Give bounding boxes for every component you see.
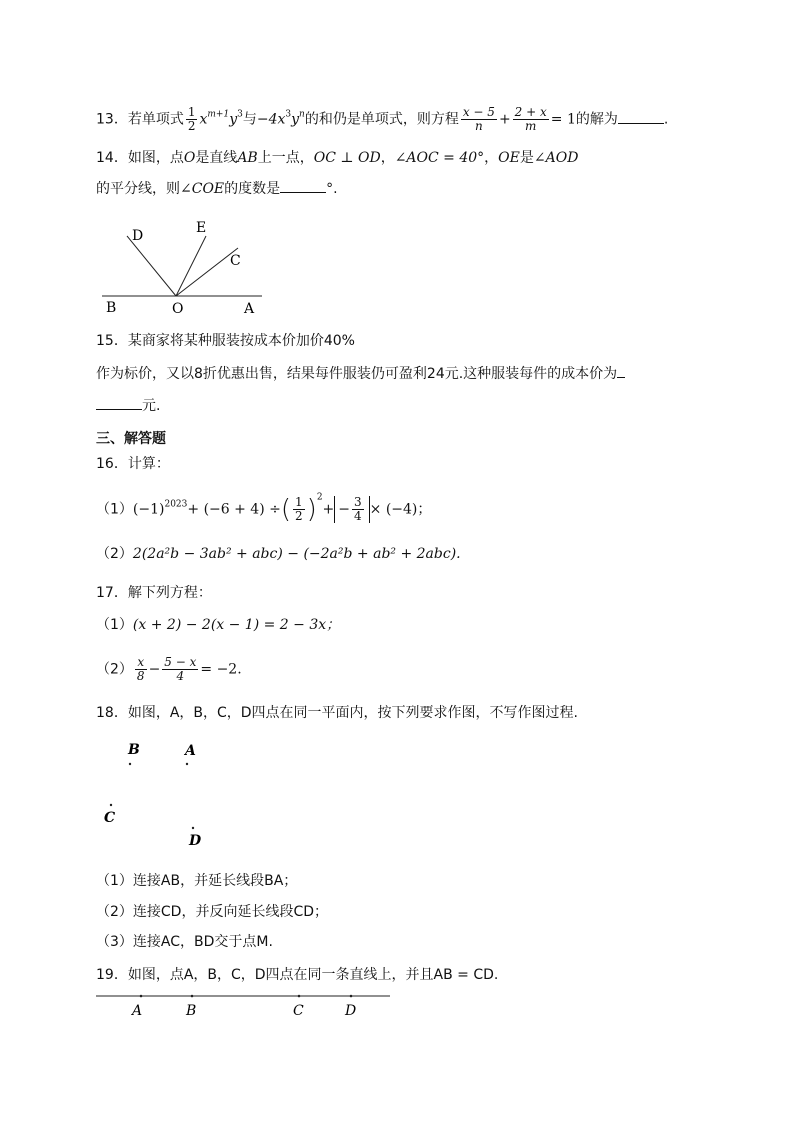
q17-part-2 — [96, 656, 242, 683]
q16-term: × (−4)； — [369, 501, 432, 518]
q16-term: + (−6 + 4) ÷ — [187, 501, 281, 518]
q13-number: 13． — [96, 111, 128, 128]
label-a: A — [185, 743, 196, 759]
q15-text: 作为标价，又以8折优惠出售，结果每件服装仍可盈利24元.这种服装每件的成本价为 — [96, 366, 618, 382]
q13-plus: + — [498, 111, 511, 128]
q13-eq-fraction-1: $\frac{x - 5}{n}$ — [462, 105, 495, 133]
q14-perp: OC ⊥ OD — [313, 150, 381, 166]
q16-abs-value: − $\frac{3}{4}$ — [334, 496, 369, 523]
q14-line-2 — [96, 178, 338, 199]
q16-exp: 2023 — [164, 499, 188, 510]
label-c: C — [104, 810, 116, 826]
q13-exp: 3 — [237, 109, 243, 120]
q16-term: (−1) — [132, 501, 165, 518]
q14-text: 是 — [519, 150, 534, 166]
q17-part-1 — [96, 615, 340, 635]
q14-ray: OE — [498, 150, 520, 166]
point-a — [186, 763, 188, 765]
label-c: C — [230, 253, 241, 269]
q13-answer-blank[interactable] — [618, 109, 664, 124]
q17-minus: − — [148, 661, 161, 678]
q14-angle: ∠AOC = 40° — [394, 150, 485, 166]
label-a: A — [132, 1003, 143, 1019]
q13-exp: n — [299, 109, 305, 120]
q16-label: （1） — [96, 501, 133, 518]
q14-angle-figure — [96, 212, 266, 320]
q13-text: 的解为 — [575, 111, 618, 128]
q13-equals: = 1 — [550, 111, 576, 128]
q19-line-figure — [96, 990, 396, 1024]
label-b: B — [106, 300, 117, 316]
q17-label: （1） — [96, 617, 133, 633]
q16-title: 16．计算： — [96, 456, 170, 472]
q13-exp: m+1 — [207, 109, 230, 120]
label-o: O — [172, 301, 184, 317]
q17-title: 17．解下列方程： — [96, 585, 212, 601]
q13-term: −4x — [256, 111, 286, 128]
ray-od — [127, 236, 176, 296]
q13-text: 的和仍是单项式，则方程 — [304, 111, 459, 128]
q18-points-figure — [96, 736, 236, 856]
q13-end: . — [663, 111, 669, 128]
q14-answer-blank[interactable] — [280, 178, 326, 193]
q14-text: 是直线 — [195, 150, 238, 166]
q15-line-2 — [96, 363, 625, 384]
q18-text: 18．如图，A，B，C，D四点在同一平面内，按下列要求作图，不写作图过程. — [96, 705, 579, 721]
q15-line-3 — [96, 395, 160, 416]
label-e: E — [196, 220, 207, 236]
label-b: B — [186, 1003, 197, 1019]
label-d: D — [132, 228, 144, 244]
q14-angle: ∠AOD — [533, 150, 579, 166]
q16-plus: + — [322, 501, 335, 518]
q13-var: y — [229, 111, 238, 128]
point-c — [110, 804, 112, 806]
q13-coef-fraction: $\frac{1}{2}$ — [187, 105, 196, 133]
q18-part-2: （2）连接CD，并反向延长线段CD； — [96, 904, 329, 920]
point-d — [350, 995, 353, 998]
ray-oe — [176, 236, 206, 296]
q14-text: °. — [326, 181, 338, 197]
label-d: D — [345, 1003, 357, 1019]
point-b — [129, 763, 131, 765]
q16-part-1 — [96, 492, 432, 525]
q19-text: 19．如图，点A，B，C，D四点在同一条直线上，并且AB = CD. — [96, 967, 499, 983]
q13-text: 与 — [242, 111, 257, 128]
q17-fraction-2: $\frac{5 - x}{4}$ — [164, 655, 197, 683]
label-a: A — [244, 301, 255, 317]
q13-exp: 3 — [285, 109, 292, 120]
point-d — [192, 827, 194, 829]
q14-line-name: AB — [237, 150, 258, 166]
q15-answer-blank[interactable] — [96, 395, 142, 410]
q14-line-1 — [96, 148, 578, 168]
q14-text: 上一点， — [257, 150, 314, 166]
label-d: D — [189, 833, 202, 849]
q17-fraction-1: $\frac{x}{8}$ — [136, 655, 145, 683]
q14-text: ， — [380, 150, 395, 166]
label-c: C — [293, 1003, 304, 1019]
q18-part-1: （1）连接AB，并延长线段BA； — [96, 873, 298, 889]
q16-label: （2） — [96, 546, 133, 562]
q15-text: 元. — [142, 398, 161, 414]
q14-text: ， — [484, 150, 499, 166]
q18-part-3: （3）连接AC，BD交于点M. — [96, 934, 273, 950]
q13-text: 若单项式 — [127, 111, 184, 128]
point-c — [298, 995, 301, 998]
q16-fraction: $\frac{1}{2}$ — [295, 495, 303, 523]
q16-expression: 2(2a²b − 3ab² + abc) − (−2a²b + ab² + 2abc). — [132, 546, 461, 562]
label-b: B — [128, 742, 140, 758]
q14-text: 如图，点 — [127, 150, 184, 166]
point-a — [140, 995, 143, 998]
q14-number: 14． — [96, 150, 128, 166]
q13-line — [96, 106, 668, 133]
point-b — [191, 995, 194, 998]
q14-point: O — [183, 150, 196, 166]
q17-expression: (x + 2) − 2(x − 1) = 2 − 3x； — [132, 617, 341, 633]
paren: ( — [280, 494, 292, 525]
q17-label: （2） — [96, 661, 133, 678]
q16-exp: 2 — [316, 492, 323, 503]
q15-answer-blank-start[interactable] — [617, 363, 625, 378]
q14-text: 的度数是 — [224, 181, 281, 197]
q13-var: y — [291, 111, 300, 128]
section-heading: 三、解答题 — [96, 431, 166, 447]
ray-oc — [176, 248, 238, 296]
q17-rhs: = −2. — [200, 661, 242, 678]
paren: ) — [306, 494, 317, 525]
q13-eq-fraction-2: $\frac{2 + x}{m}$ — [514, 105, 547, 133]
q14-angle: ∠COE — [180, 181, 225, 197]
q15-line-1: 15．某商家将某种服装按成本价加价40% — [96, 333, 355, 349]
q14-text: 的平分线，则 — [96, 181, 180, 197]
q13-var: x — [199, 111, 208, 128]
q16-part-2 — [96, 544, 461, 564]
